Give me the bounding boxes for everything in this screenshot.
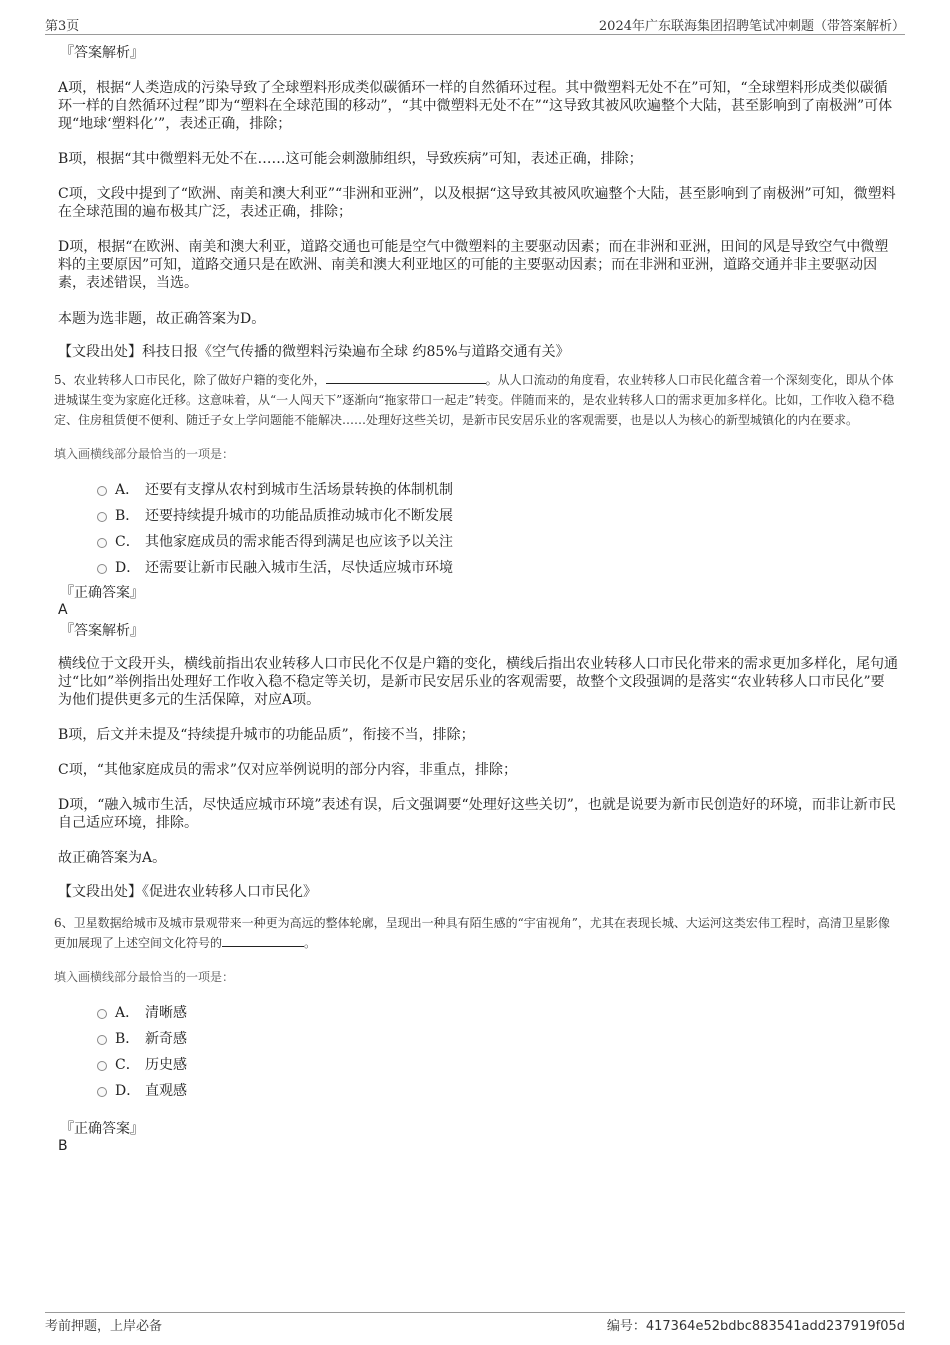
question-6 <box>54 913 898 1155</box>
analysis-paragraph: C项，“其他家庭成员的需求”仅对应举例说明的部分内容，非重点，排除； <box>58 762 518 778</box>
radio-button[interactable] <box>97 512 107 522</box>
option-d[interactable] <box>58 1078 898 1104</box>
options <box>58 1000 898 1104</box>
option-text: 直观感 <box>145 1083 187 1099</box>
passage-source: 【文段出处】科技日报《空气传播的微塑料污染遍布全球 约85%与道路交通有关》 <box>58 344 570 360</box>
radio-button[interactable] <box>97 564 107 574</box>
option-letter: A． <box>115 1005 140 1021</box>
analysis-paragraph: C项，文段中提到了“欧洲、南美和澳大利亚”“非洲和亚洲”，以及根据“这导致其被风吹遍整个大陆，甚至影响到了南极洲”可知，微塑料在全球范围的遍布极其广泛，表述正确，排除； <box>58 186 896 220</box>
radio-button[interactable] <box>97 1061 107 1071</box>
question-text-after: 。 <box>304 936 317 950</box>
analysis-paragraph: B项，根据“其中微塑料无处不在……这可能会刺激肺组织，导致疾病”可知，表述正确，排除； <box>58 151 643 167</box>
question-text-before: 5、农业转移人口市民化，除了做好户籍的变化外， <box>54 373 326 387</box>
page-footer <box>45 1312 905 1333</box>
correct-answer: B <box>58 1138 68 1154</box>
question-text-before: 6、卫星数据给城市及城市景观带来一种更为高远的整体轮廓，呈现出一种具有陌生感的“宇宙视角”，尤其在表现长城、大运河这类宏伟工程时，高清卫星影像更加展现了上述空间文化符号的 <box>54 916 890 950</box>
analysis-conclusion: 故正确答案为A。 <box>58 850 167 866</box>
question-prompt: 填入画横线部分最恰当的一项是： <box>54 447 235 461</box>
option-letter: B． <box>115 508 140 524</box>
analysis-label: 『答案解析』 <box>60 45 144 61</box>
option-letter: C． <box>115 1057 140 1073</box>
page-header <box>45 14 905 35</box>
analysis-paragraph: A项，根据“人类造成的污染导致了全球塑料形成类似碳循环一样的自然循环过程。其中微塑料无处不在”可知，“全球塑料形成类似碳循环一样的自然循环过程”即为“塑料在全球范围的移动”，“其中微塑料无处不在”“这导致其被风吹遍整个大陆，甚至影响到了南极洲”可体现“地球‘塑料化’”，表述正确，排除； <box>58 80 893 132</box>
answer-label: 『正确答案』 <box>60 1121 144 1137</box>
passage-source: 【文段出处】《促进农业转移人口市民化》 <box>58 884 317 900</box>
option-c[interactable] <box>58 529 898 555</box>
option-text: 还需要让新市民融入城市生活，尽快适应城市环境 <box>145 560 453 576</box>
question-5 <box>54 370 898 901</box>
option-c[interactable] <box>58 1052 898 1078</box>
analysis-conclusion: 本题为选非题，故正确答案为D。 <box>58 311 266 327</box>
options <box>58 477 898 581</box>
question-text <box>54 370 898 430</box>
document-title: 2024年广东联海集团招聘笔试冲刺题（带答案解析） <box>598 19 905 34</box>
analysis-paragraph: D项，根据“在欧洲、南美和澳大利亚，道路交通也可能是空气中微塑料的主要驱动因素；而在非洲和亚洲，田间的风是导致空气中微塑料的主要原因”可知，道路交通只是在欧洲、南美和澳大利亚地区的可能的主要驱动因素；而在非洲和亚洲，道路交通并非主要驱动因素，表述错误，当选。 <box>58 239 889 291</box>
option-letter: C． <box>115 534 140 550</box>
analysis-paragraph: 横线位于文段开头，横线前指出农业转移人口市民化不仅是户籍的变化，横线后指出农业转移人口市民化带来的需求更加多样化，尾句通过“比如”举例指出处理好工作收入稳不稳定等关切，是新市民安居乐业的客观需要，故整个文段强调的是落实“农业转移人口市民化”要为他们提供更多元的生活保障，对应A项。 <box>58 656 898 708</box>
option-text: 历史感 <box>145 1057 187 1073</box>
option-d[interactable] <box>58 555 898 581</box>
fill-blank <box>326 371 486 384</box>
footer-slogan: 考前押题，上岸必备 <box>45 1319 163 1334</box>
option-text: 清晰感 <box>145 1005 187 1021</box>
correct-answer: A <box>58 602 68 618</box>
option-letter: D． <box>115 560 141 576</box>
option-b[interactable] <box>58 1026 898 1052</box>
option-text: 还要有支撑从农村到城市生活场景转换的体制机制 <box>145 482 453 498</box>
analysis-paragraph: D项，“融入城市生活，尽快适应城市环境”表述有误，后文强调要“处理好这些关切”，也就是说要为新市民创造好的环境，而非让新市民自己适应环境，排除。 <box>58 797 896 831</box>
radio-button[interactable] <box>97 486 107 496</box>
document-code: 编号：417364e52bdbc883541add237919f05d <box>606 1319 905 1334</box>
radio-button[interactable] <box>97 1009 107 1019</box>
option-letter: D． <box>115 1083 141 1099</box>
answer-label: 『正确答案』 <box>60 585 144 601</box>
analysis-label: 『答案解析』 <box>60 623 144 639</box>
document-body <box>54 44 898 1155</box>
option-text: 新奇感 <box>145 1031 187 1047</box>
option-text: 还要持续提升城市的功能品质推动城市化不断发展 <box>145 508 453 524</box>
radio-button[interactable] <box>97 538 107 548</box>
radio-button[interactable] <box>97 1087 107 1097</box>
q4-analysis <box>58 44 898 361</box>
option-a[interactable] <box>58 477 898 503</box>
question-prompt: 填入画横线部分最恰当的一项是： <box>54 970 235 984</box>
question-text-after: 。从人口流动的角度看，农业转移人口市民化蕴含着一个深刻变化，即从个体进城谋生变为家庭化迁移。这意味着，从“一人闯天下”逐渐向“拖家带口一起走”转变。伴随而来的，是农业转移人口的需求更加多样化。比如，工作收入稳不稳定、住房租赁便不便利、随迁子女上学问题能不能解决……处理好这些关切，是新市民安居乐业的客观需要，也是以人为核心的新型城镇化的内在要求。 <box>54 373 895 427</box>
option-text: 其他家庭成员的需求能否得到满足也应该予以关注 <box>145 534 453 550</box>
analysis-paragraph: B项，后文并未提及“持续提升城市的功能品质”，衔接不当，排除； <box>58 727 475 743</box>
radio-button[interactable] <box>97 1035 107 1045</box>
question-text <box>54 913 898 953</box>
fill-blank <box>222 934 304 947</box>
option-letter: A． <box>115 482 140 498</box>
option-letter: B． <box>115 1031 140 1047</box>
option-b[interactable] <box>58 503 898 529</box>
page-number: 第3页 <box>45 19 80 34</box>
option-a[interactable] <box>58 1000 898 1026</box>
